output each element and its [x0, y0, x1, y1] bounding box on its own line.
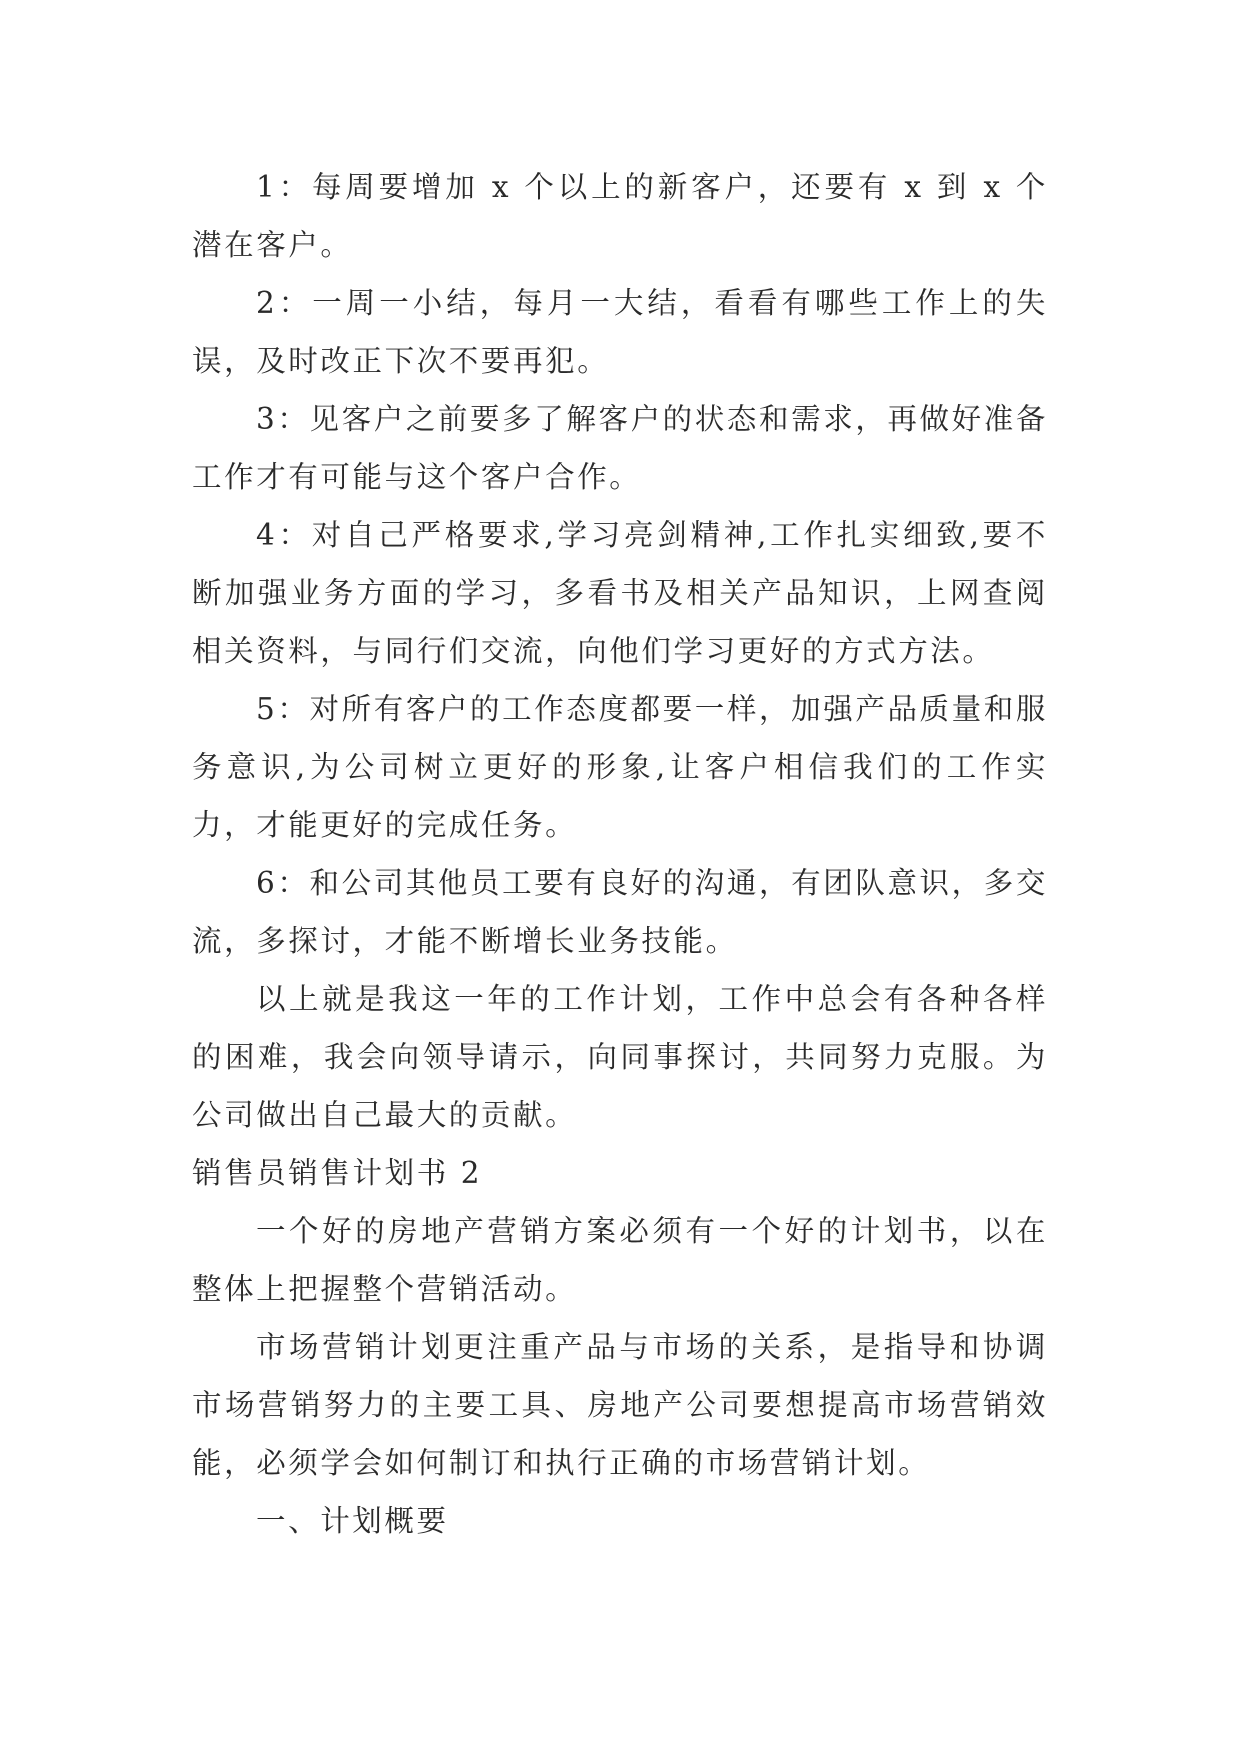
- document-page: [192, 158, 1048, 1550]
- section-intro-paragraph: 一个好的房地产营销方案必须有一个好的计划书，以在整体上把握整个营销活动。: [192, 1214, 1048, 1306]
- closing-paragraph: 以上就是我这一年的工作计划，工作中总会有各种各样的困难，我会向领导请示，向同事探讨，共同努力克服。为公司做出自己最大的贡献。: [192, 982, 1048, 1132]
- section-title: 销售员销售计划书 2: [192, 1156, 483, 1190]
- section-marketing-paragraph: 市场营销计划更注重产品与市场的关系，是指导和协调市场营销努力的主要工具、房地产公司要想提高市场营销效能，必须学会如何制订和执行正确的市场营销计划。: [192, 1330, 1048, 1480]
- paragraph-item-4: 4：对自己严格要求,学习亮剑精神,工作扎实细致,要不断加强业务方面的学习，多看书及相关产品知识，上网查阅相关资料，与同行们交流，向他们学习更好的方式方法。: [192, 518, 1048, 668]
- paragraph-item-3: 3：见客户之前要多了解客户的状态和需求，再做好准备工作才有可能与这个客户合作。: [192, 402, 1048, 494]
- paragraph-item-2: 2：一周一小结，每月一大结，看看有哪些工作上的失误，及时改正下次不要再犯。: [192, 286, 1048, 378]
- paragraph-item-1: 1：每周要增加 x 个以上的新客户，还要有 x 到 x 个潜在客户。: [192, 170, 1048, 262]
- paragraph-item-6: 6：和公司其他员工要有良好的沟通，有团队意识，多交流，多探讨，才能不断增长业务技能。: [192, 866, 1048, 958]
- plan-summary-heading: 一、计划概要: [256, 1504, 449, 1538]
- paragraph-item-5: 5：对所有客户的工作态度都要一样，加强产品质量和服务意识,为公司树立更好的形象,让客户相信我们的工作实力，才能更好的完成任务。: [192, 692, 1048, 842]
